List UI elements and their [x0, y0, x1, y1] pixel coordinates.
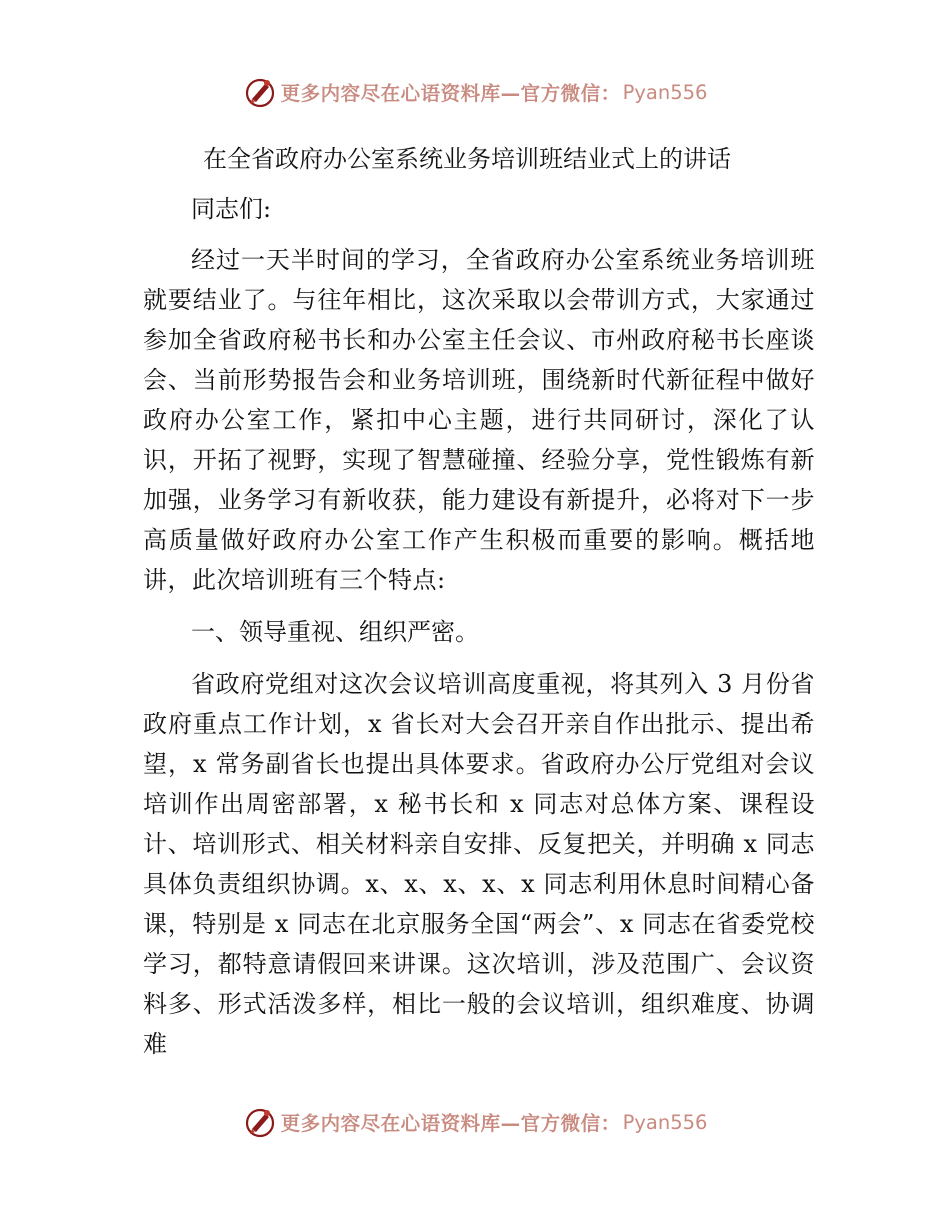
section-paragraph: 省政府党组对这次会议培训高度重视，将其列入 3 月份省政府重点工作计划，x 省长对大会召开亲自作出批示、提出希望，x 常务副省长也提出具体要求。省政府办公厅党组对会议培训作出周密部署，x 秘书长和 x 同志对总体方案、课程设计、培训形式、相关材料亲自安排、反复把关，并明确 x 同志具体负责组织协调。x、x、x、x、x 同志利用休息时间精心备课，特别是 x 同志在北京服务全国“两会”、x 同志在省委党校学习，都特意请假回来讲课。这次培训，涉及范围广、会议资料多、形式活泼多样，相比一般的会议培训，组织难度、协调难 [143, 670, 815, 1058]
document-body [143, 140, 815, 1076]
wechat-id: Pyan556 [622, 1110, 708, 1134]
document-title: 在全省政府办公室系统业务培训班结业式上的讲话 [203, 145, 731, 173]
wechat-id: Pyan556 [622, 80, 708, 104]
pen-logo-icon [243, 75, 277, 109]
pen-logo-icon [243, 1105, 277, 1139]
footer-banner [0, 1102, 950, 1142]
header-banner [0, 72, 950, 112]
banner-text: 更多内容尽在心语资料库—官方微信： [280, 82, 621, 105]
intro-paragraph: 经过一天半时间的学习，全省政府办公室系统业务培训班就要结业了。与往年相比，这次采取以会带训方式，大家通过参加全省政府秘书长和办公室主任会议、市州政府秘书长座谈会、当前形势报告会和业务培训班，围绕新时代新征程中做好政府办公室工作，紧扣中心主题，进行共同研讨，深化了认识，开拓了视野，实现了智慧碰撞、经验分享，党性锻炼有新加强，业务学习有新收获，能力建设有新提升，必将对下一步高质量做好政府办公室工作产生积极而重要的影响。概括地讲，此次培训班有三个特点: [143, 246, 815, 594]
banner-text: 更多内容尽在心语资料库—官方微信： [280, 1112, 621, 1135]
salutation: 同志们: [191, 195, 272, 223]
section-heading: 一、领导重视、组织严密。 [191, 618, 479, 646]
